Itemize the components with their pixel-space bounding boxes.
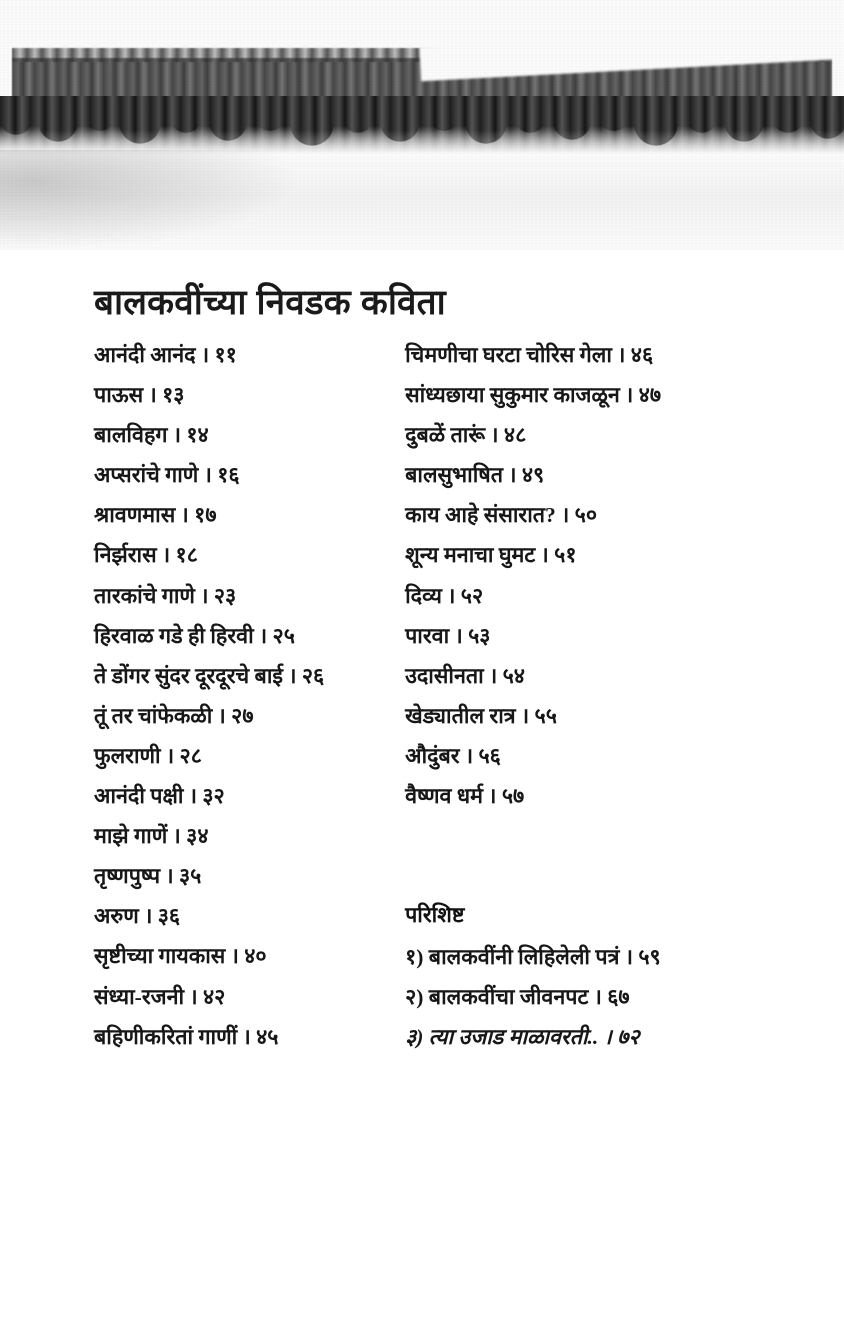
- contents-column-left: [94, 345, 405, 1067]
- list-item[interactable]: निर्झरास । १८: [94, 543, 198, 568]
- header-photograph: [0, 0, 844, 250]
- list-item[interactable]: सृष्टीच्या गायकास । ४०: [94, 944, 267, 969]
- list-item[interactable]: आनंदी पक्षी । ३२: [94, 784, 225, 809]
- list-item[interactable]: १) बालकवींनी लिहिलेली पत्रं । ५९: [405, 945, 661, 970]
- list-item[interactable]: पारवा । ५३: [405, 623, 491, 648]
- list-item[interactable]: दिव्य । ५२: [405, 583, 484, 608]
- list-item[interactable]: शून्य मनाचा घुमट । ५१: [405, 543, 577, 568]
- list-item[interactable]: आनंदी आनंद । ११: [94, 343, 237, 367]
- list-item[interactable]: २) बालकवींचा जीवनपट । ६७: [405, 985, 630, 1010]
- appendix-heading: परिशिष्ट: [405, 903, 465, 928]
- list-item[interactable]: सांध्यछाया सुकुमार काजळून । ४७: [405, 383, 662, 408]
- contents-column-right: [405, 345, 784, 1067]
- list-item[interactable]: औदुंबर । ५६: [405, 743, 501, 768]
- page-title: बालकवींच्या निवडक कविता: [94, 283, 446, 322]
- list-item[interactable]: उदासीनता । ५४: [405, 663, 525, 688]
- list-item[interactable]: ते डोंगर सुंदर दूरदूरचे बाई । २६: [94, 663, 325, 688]
- list-item[interactable]: फुलराणी । २८: [94, 743, 202, 768]
- list-item[interactable]: ३) त्या उजाड माळावरती.. । ७२: [405, 1025, 640, 1050]
- list-item[interactable]: बालसुभाषित । ४९: [405, 463, 545, 488]
- list-item[interactable]: काय आहे संसारात? । ५०: [405, 503, 598, 528]
- list-item[interactable]: तारकांचे गाणे । २३: [94, 583, 237, 608]
- list-item[interactable]: तूं तर चांफेकळी । २७: [94, 703, 254, 728]
- photo-grain-overlay: [0, 0, 844, 250]
- contents-page: [0, 250, 844, 1067]
- list-item[interactable]: अरुण । ३६: [94, 904, 181, 929]
- list-item[interactable]: तृष्णपुष्प । ३५: [94, 864, 202, 889]
- list-item[interactable]: श्रावणमास । १७: [94, 503, 217, 528]
- list-item[interactable]: हिरवाळ गडे ही हिरवी । २५: [94, 623, 295, 648]
- list-item[interactable]: दुबळें तारूं । ४८: [405, 423, 527, 448]
- list-item[interactable]: संध्या-रजनी । ४२: [94, 984, 226, 1009]
- list-item[interactable]: अप्सरांचे गाणे । १६: [94, 463, 240, 488]
- contents-columns: [0, 331, 844, 1067]
- list-item[interactable]: पाऊस । १३: [94, 383, 185, 408]
- list-item[interactable]: वैष्णव धर्म । ५७: [405, 784, 525, 809]
- list-item[interactable]: खेड्यातील रात्र । ५५: [405, 703, 557, 728]
- list-item[interactable]: चिमणीचा घरटा चोरिस गेला । ४६: [405, 343, 654, 367]
- list-item[interactable]: बालविहग । १४: [94, 423, 209, 448]
- list-item[interactable]: बहिणीकरितां गाणीं । ४५: [94, 1024, 279, 1049]
- list-item[interactable]: माझे गाणें । ३४: [94, 824, 209, 849]
